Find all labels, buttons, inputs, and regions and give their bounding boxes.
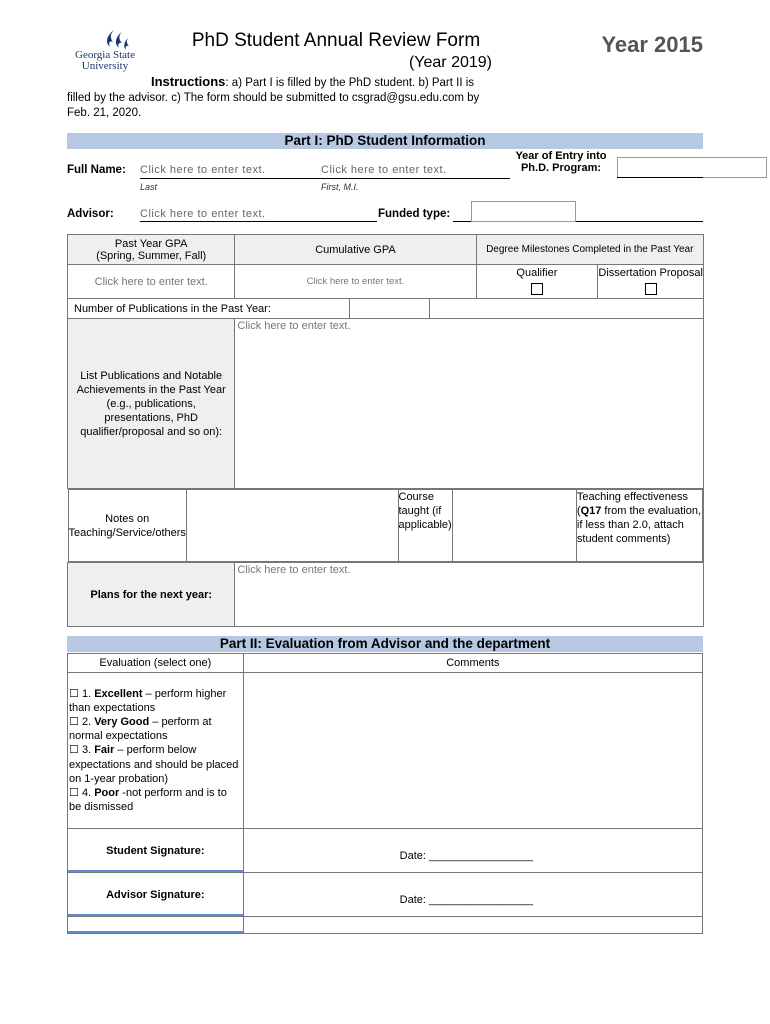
option-number: 2.: [81, 715, 92, 728]
university-logo: [66, 28, 144, 78]
option-checkbox[interactable]: ☐: [69, 744, 79, 757]
logo-line-1: Georgia State: [75, 49, 135, 61]
qualifier-checkbox[interactable]: [531, 283, 543, 295]
full-name-label: Full Name:: [67, 164, 126, 176]
instructions-label: Instructions: [151, 74, 226, 89]
eval-option-fair[interactable]: [69, 743, 242, 786]
option-number: 4.: [81, 787, 92, 799]
pubs-count-field[interactable]: [350, 299, 430, 319]
option-desc: – perform at normal expectations: [69, 715, 212, 743]
pubs-list-field[interactable]: Click here to enter text.: [235, 319, 704, 489]
proposal-label: Dissertation Proposal: [598, 267, 703, 279]
past-gpa-header: [68, 235, 235, 265]
plans-label: Plans for the next year:: [68, 563, 235, 627]
qualifier-cell: [476, 265, 598, 299]
proposal-cell: [598, 265, 704, 299]
part1-table: [67, 234, 704, 627]
qualifier-label: Qualifier: [516, 267, 558, 279]
option-desc: – perform higher than expectations: [69, 687, 227, 714]
logo-line-2: University: [81, 60, 129, 72]
form-title: PhD Student Annual Review Form: [191, 30, 481, 51]
notes-field[interactable]: [186, 490, 398, 562]
student-sig-cell: [68, 829, 244, 873]
funded-type-input[interactable]: [471, 201, 576, 222]
extra-sig-line: [68, 931, 243, 933]
course-label: Course taught (if applicable): [398, 490, 452, 562]
teaching-eff-pre: Teaching effectiveness (: [576, 491, 688, 517]
course-field[interactable]: [452, 490, 576, 562]
year-entry-input[interactable]: [617, 157, 767, 178]
teaching-eff-label: [576, 490, 702, 562]
year-entry-label: [505, 150, 617, 174]
first-name-field[interactable]: Click here to enter text.: [321, 164, 447, 176]
extra-date-cell: [243, 917, 702, 934]
notes-label: Notes on Teaching/Service/others: [68, 490, 186, 562]
past-gpa-header-1: Past Year GPA: [114, 237, 188, 250]
comments-field[interactable]: [243, 673, 702, 829]
part2-heading: Part II: Evaluation from Advisor and the department: [67, 636, 703, 652]
milestones-header: Degree Milestones Completed in the Past Year: [476, 235, 704, 265]
instructions: [67, 74, 497, 121]
past-gpa-field[interactable]: Click here to enter text.: [68, 265, 235, 299]
advisor-date[interactable]: Date: _________________: [243, 873, 702, 917]
option-checkbox[interactable]: ☐: [69, 715, 79, 728]
option-name: Very Good: [94, 715, 150, 728]
teaching-eff-bold: Q17: [580, 505, 602, 517]
teaching-eff-field[interactable]: [702, 490, 703, 562]
plans-field[interactable]: Click here to enter text.: [235, 563, 704, 627]
first-caption: First, M.I.: [321, 182, 359, 192]
option-desc: – perform below expectations and should be placed on 1-year probation): [69, 744, 239, 785]
option-desc: -not perform and is to be dismissed: [69, 787, 227, 814]
pubs-list-label: List Publications and Notable Achievements in the Past Year (e.g., publications, presentations, PhD qualifier/proposal and so on):: [68, 319, 235, 489]
part1-heading: Part I: PhD Student Information: [67, 133, 703, 149]
option-number: 1.: [81, 687, 92, 700]
past-gpa-header-2: (Spring, Summer, Fall): [96, 249, 207, 262]
eval-option-excellent[interactable]: [69, 687, 242, 715]
advisor-field[interactable]: Click here to enter text.: [140, 208, 266, 220]
eval-option-very-good[interactable]: [69, 715, 242, 743]
proposal-checkbox[interactable]: [645, 283, 657, 295]
advisor-sig-label: Advisor Signature:: [106, 888, 205, 901]
student-sig-label: Student Signature:: [106, 844, 205, 857]
cum-gpa-header: Cumulative GPA: [235, 235, 476, 265]
advisor-label: Advisor:: [67, 208, 114, 220]
option-number: 3.: [81, 744, 92, 757]
teaching-eff-post: from the evaluation, if less than 2.0, attach student comments): [576, 505, 702, 545]
option-checkbox[interactable]: ☐: [69, 787, 79, 799]
pubs-count-label: Number of Publications in the Past Year:: [68, 299, 350, 319]
last-caption: Last: [140, 182, 158, 192]
form-subtitle: (Year 2019): [408, 54, 492, 71]
eval-option-poor[interactable]: [69, 786, 242, 814]
funded-type-label: Funded type:: [378, 208, 451, 220]
option-name: Poor: [94, 787, 120, 799]
option-name: Excellent: [94, 687, 143, 700]
option-name: Fair: [94, 744, 115, 757]
year-entry-label-1: Year of Entry into: [515, 150, 607, 162]
year-badge: Year 2015: [601, 32, 703, 57]
eval-options: [68, 673, 244, 829]
comments-header: Comments: [243, 654, 702, 673]
instructions-text: : a) Part I is filled by the PhD student. b) Part II is filled by the advisor. c) The form should be submitted to csgrad@gsu.edu.com by Feb. 21, 2020.: [67, 77, 480, 119]
advisor-sig-cell: [68, 873, 244, 917]
part2-table: [67, 653, 703, 934]
cum-gpa-field[interactable]: Click here to enter text.: [235, 265, 476, 299]
teaching-row: [68, 489, 704, 562]
extra-sig-cell: [68, 917, 244, 934]
last-name-field[interactable]: Click here to enter text.: [140, 164, 266, 176]
eval-header: Evaluation (select one): [68, 654, 244, 673]
student-date[interactable]: Date: _________________: [243, 829, 702, 873]
option-checkbox[interactable]: ☐: [69, 687, 79, 700]
year-entry-underline: [617, 177, 703, 178]
pubs-count-extra: [430, 299, 704, 319]
year-entry-label-2: Ph.D. Program:: [520, 162, 602, 174]
